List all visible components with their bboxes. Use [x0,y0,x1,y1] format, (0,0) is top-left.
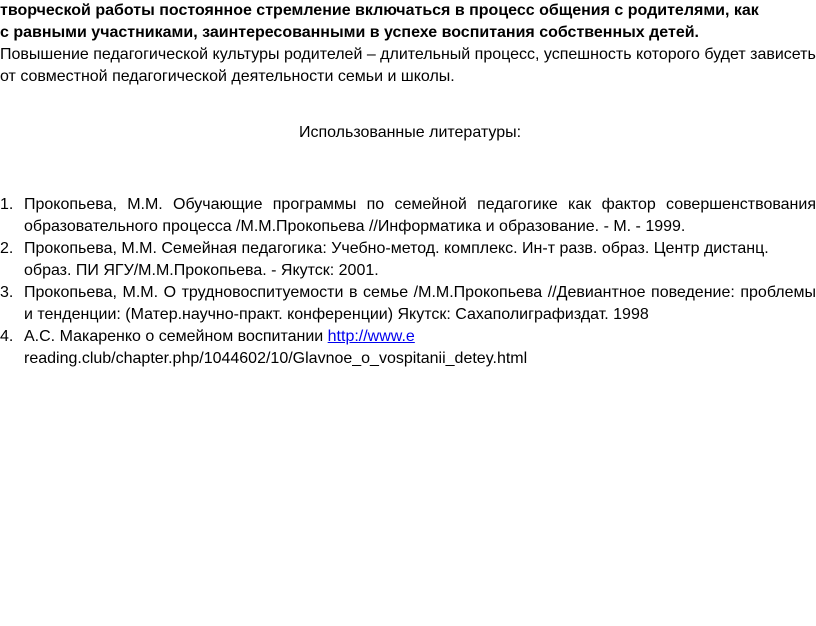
reference-item-1 [0,194,816,238]
reference-item-4 [0,326,816,370]
reference-item-2 [0,238,816,282]
reference-number: 4. [0,328,14,345]
reference-link[interactable]: http://www.e [327,328,415,345]
intro-line-2: с равными участниками, заинтересованными в успехе воспитания собственных детей. [0,24,699,41]
reference-number: 3. [0,284,14,301]
reference-number: 1. [0,196,14,213]
intro-paragraph-2: Повышение педагогической культуры родителей – длительный процесс, успешность которого будет зависеть от совместной педагогической деятельности семьи и школы. [0,46,816,85]
references-list [0,194,816,370]
intro-line-1: творческой работы постоянное стремление включаться в процесс общения с родителями, как [0,2,759,19]
reference-text: Прокопьева, М.М. Обучающие программы по семейной педагогике как фактор совершенствования образовательного процесса /М.М.Прокопьева //Информатика и образование. - М. - 1999. [24,196,816,235]
intro-text [0,0,816,88]
references-title: Использованные литературы: [298,124,522,141]
reference-item-3 [0,282,816,326]
reference-text-before-link: А.С. Макаренко о семейном воспитании [24,328,328,345]
reference-number: 2. [0,240,14,257]
reference-text: Прокопьева, М.М. О трудновоспитуемости в семье /М.М.Прокопьева //Девиантное поведение: проблемы и тенденции: (Матер.научно-практ. конференции) Якутск: Сахаполиграфиздат. 1998 [24,284,816,323]
reference-text-after-link: reading.club/chapter.php/1044602/10/Glavnoe_o_vospitanii_detey.html [24,350,528,367]
reference-text: Прокопьева, М.М. Семейная педагогика: Учебно-метод. комплекс. Ин-т разв. образ. Центр дистанц. образ. ПИ ЯГУ/М.М.Прокопьева. - Якутск: 2001. [24,240,769,279]
